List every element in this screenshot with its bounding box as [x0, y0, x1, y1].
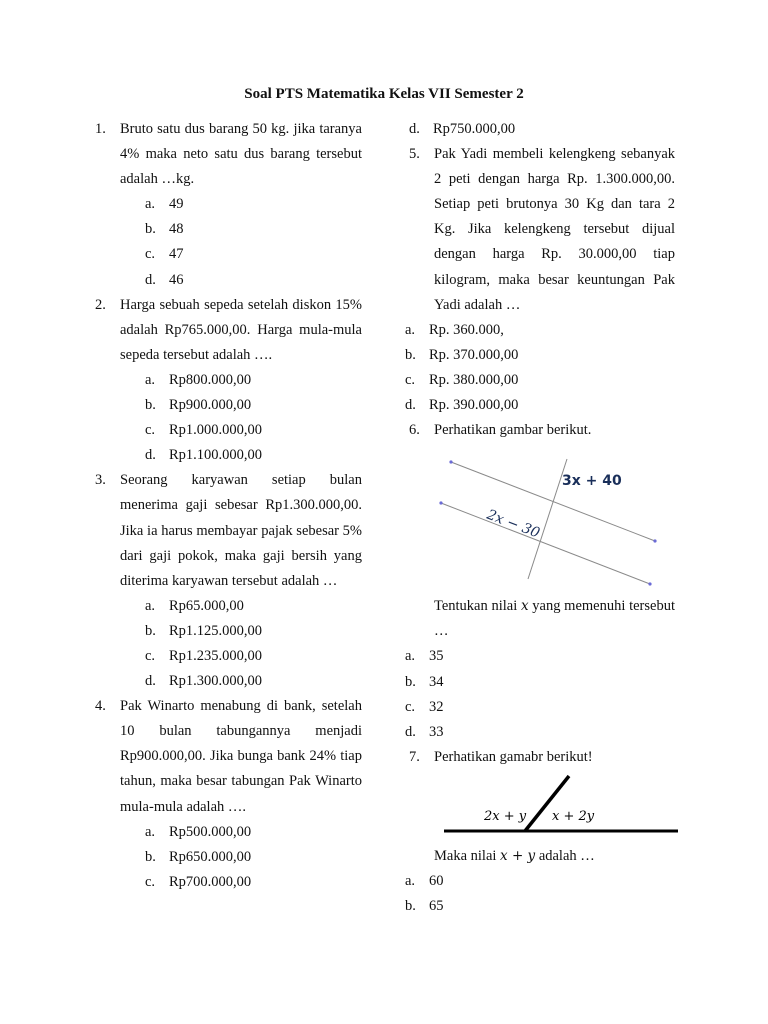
option-text: Rp. 360.000, [429, 321, 504, 338]
lower-angle-label: 2x − 30 [484, 507, 542, 542]
parallel-lines-figure [434, 451, 664, 586]
option-letter: d. [145, 271, 156, 288]
question-number: 3. [95, 472, 106, 489]
answer-options [405, 117, 675, 142]
option-letter: b. [145, 848, 156, 865]
option-text: Rp1.000.000,00 [169, 422, 263, 439]
option-letter: b. [405, 346, 416, 363]
option-text: Rp700.000,00 [169, 873, 252, 890]
option-letter: b. [405, 898, 416, 915]
prompt-text: Maka nilai [434, 847, 501, 864]
question-6 [405, 418, 675, 745]
question-number: 6. [409, 422, 420, 439]
option-text: 32 [429, 698, 444, 715]
option-text: 48 [169, 221, 184, 238]
point-marker [449, 461, 452, 464]
option-a [405, 644, 675, 669]
question-number: 2. [95, 296, 106, 313]
option-letter: a. [405, 872, 416, 889]
option-letter: a. [405, 648, 416, 665]
option-letter: a. [145, 196, 156, 213]
option-text: Rp500.000,00 [169, 823, 252, 840]
option-c [405, 695, 675, 720]
option-text: 47 [169, 246, 184, 263]
question-4-continued [405, 117, 675, 142]
option-c [120, 870, 362, 895]
angle-line-figure [444, 774, 684, 842]
question-number: 5. [409, 146, 420, 163]
prompt-text: yang memenuhi tersebut … [434, 598, 675, 640]
option-d [405, 393, 675, 418]
option-letter: a. [405, 321, 416, 338]
option-letter: d. [405, 397, 416, 414]
option-a [120, 192, 362, 217]
option-letter: c. [405, 371, 416, 388]
question-text: Perhatikan gambar berikut. [434, 422, 592, 439]
question-prompt [434, 594, 675, 644]
option-letter: b. [145, 221, 156, 238]
question-text: Pak Winarto menabung di bank, setelah 10 bulan tabungannya menjadi Rp900.000,00. Jika bunga bank 24% tiap tahun, maka besar tabungan Pak Winarto mula-mula adalah …. [120, 698, 362, 815]
right-angle-label: x + 2y [552, 808, 595, 824]
option-text: Rp. 380.000,00 [429, 371, 519, 388]
page-title: Soal PTS Matematika Kelas VII Semester 2 [244, 86, 524, 102]
option-text: Rp65.000,00 [169, 597, 244, 614]
option-letter: c. [145, 422, 156, 439]
answer-options [120, 820, 362, 895]
option-text: Rp. 370.000,00 [429, 346, 519, 363]
option-b [405, 670, 675, 695]
option-c [120, 242, 362, 267]
answer-options [405, 644, 675, 744]
option-text: Rp750.000,00 [433, 121, 516, 137]
point-marker [439, 502, 442, 505]
answer-options [405, 869, 675, 919]
question-text: Seorang karyawan setiap bulan menerima gaji sebesar Rp1.300.000,00. Jika ia harus membayar pajak sebesar 5% dari gaji pokok, maka gaji bersih yang diterima karyawan tersebut adalah … [120, 472, 362, 589]
option-b [405, 343, 675, 368]
answer-options [120, 368, 362, 468]
option-b [120, 845, 362, 870]
question-5 [405, 142, 675, 418]
option-b [120, 217, 362, 242]
right-column [405, 117, 675, 919]
question-number: 7. [409, 748, 420, 765]
option-letter: b. [405, 673, 416, 690]
question-text: Pak Yadi membeli kelengkeng sebanyak 2 peti dengan harga Rp. 1.300.000,00. Setiap peti brutonya 30 Kg dan tara 2 Kg. Jika kelengkeng tersebut dijual dengan harga Rp. 30.000,00 tiap kilogram, maka besar keuntungan Pak Yadi adalah … [434, 146, 675, 313]
option-d [405, 117, 675, 142]
option-letter: d. [145, 673, 156, 690]
option-letter: d. [145, 447, 156, 464]
answer-options [120, 594, 362, 694]
option-letter: b. [145, 397, 156, 414]
question-text: Harga sebuah sepeda setelah diskon 15% adalah Rp765.000,00. Harga mula-mula sepeda tersebut adalah …. [120, 296, 362, 363]
upper-angle-label: 3x + 40 [562, 473, 622, 490]
question-4 [95, 694, 362, 895]
answer-options [405, 318, 675, 418]
option-d [120, 268, 362, 293]
option-text: Rp1.125.000,00 [169, 622, 263, 639]
option-b [120, 619, 362, 644]
option-c [405, 368, 675, 393]
option-letter: d. [405, 723, 416, 740]
option-text: Rp800.000,00 [169, 371, 252, 388]
variable-x: x [520, 598, 529, 615]
option-b [120, 393, 362, 418]
option-d [120, 443, 362, 468]
question-2 [95, 293, 362, 469]
point-marker [653, 540, 656, 543]
question-text: Perhatikan gamabr berikut! [434, 748, 593, 765]
option-a [405, 318, 675, 343]
option-letter: a. [145, 823, 156, 840]
expression-x-plus-y: x + y [500, 847, 536, 864]
option-letter: a. [145, 597, 156, 614]
question-number: 4. [95, 698, 106, 715]
option-text: 34 [429, 673, 444, 690]
option-text: Rp1.300.000,00 [169, 673, 263, 690]
option-text: Rp650.000,00 [169, 848, 252, 865]
left-column [95, 117, 362, 895]
option-d [120, 669, 362, 694]
option-letter: b. [145, 622, 156, 639]
option-text: 49 [169, 196, 184, 213]
left-angle-label: 2x + y [484, 808, 527, 824]
option-letter: c. [145, 246, 156, 263]
lower-parallel-line [441, 503, 650, 584]
option-letter: c. [145, 873, 156, 890]
option-letter: d. [409, 121, 420, 137]
option-text: Rp. 390.000,00 [429, 397, 519, 414]
question-7 [405, 745, 675, 919]
option-a [120, 368, 362, 393]
point-marker [648, 583, 651, 586]
option-letter: c. [145, 647, 156, 664]
prompt-text: adalah … [535, 847, 595, 864]
option-d [405, 720, 675, 745]
option-text: 35 [429, 648, 444, 665]
option-text: 33 [429, 723, 444, 740]
option-text: Rp900.000,00 [169, 397, 252, 414]
option-a [120, 820, 362, 845]
option-text: Rp1.100.000,00 [169, 447, 263, 464]
option-text: 46 [169, 271, 184, 288]
option-b [405, 894, 675, 919]
question-1 [95, 117, 362, 293]
option-a [405, 869, 675, 894]
option-letter: a. [145, 371, 156, 388]
option-text: 60 [429, 872, 444, 889]
option-c [120, 418, 362, 443]
answer-options [120, 192, 362, 292]
option-a [120, 594, 362, 619]
option-c [120, 644, 362, 669]
prompt-text: Tentukan nilai [434, 598, 521, 615]
option-letter: c. [405, 698, 416, 715]
question-number: 1. [95, 121, 106, 137]
option-text: 65 [429, 898, 444, 915]
question-3 [95, 468, 362, 694]
option-text: Rp1.235.000,00 [169, 647, 263, 664]
question-text: Bruto satu dus barang 50 kg. jika taranya 4% maka neto satu dus barang tersebut adalah …kg. [120, 121, 362, 188]
question-prompt [434, 844, 675, 869]
